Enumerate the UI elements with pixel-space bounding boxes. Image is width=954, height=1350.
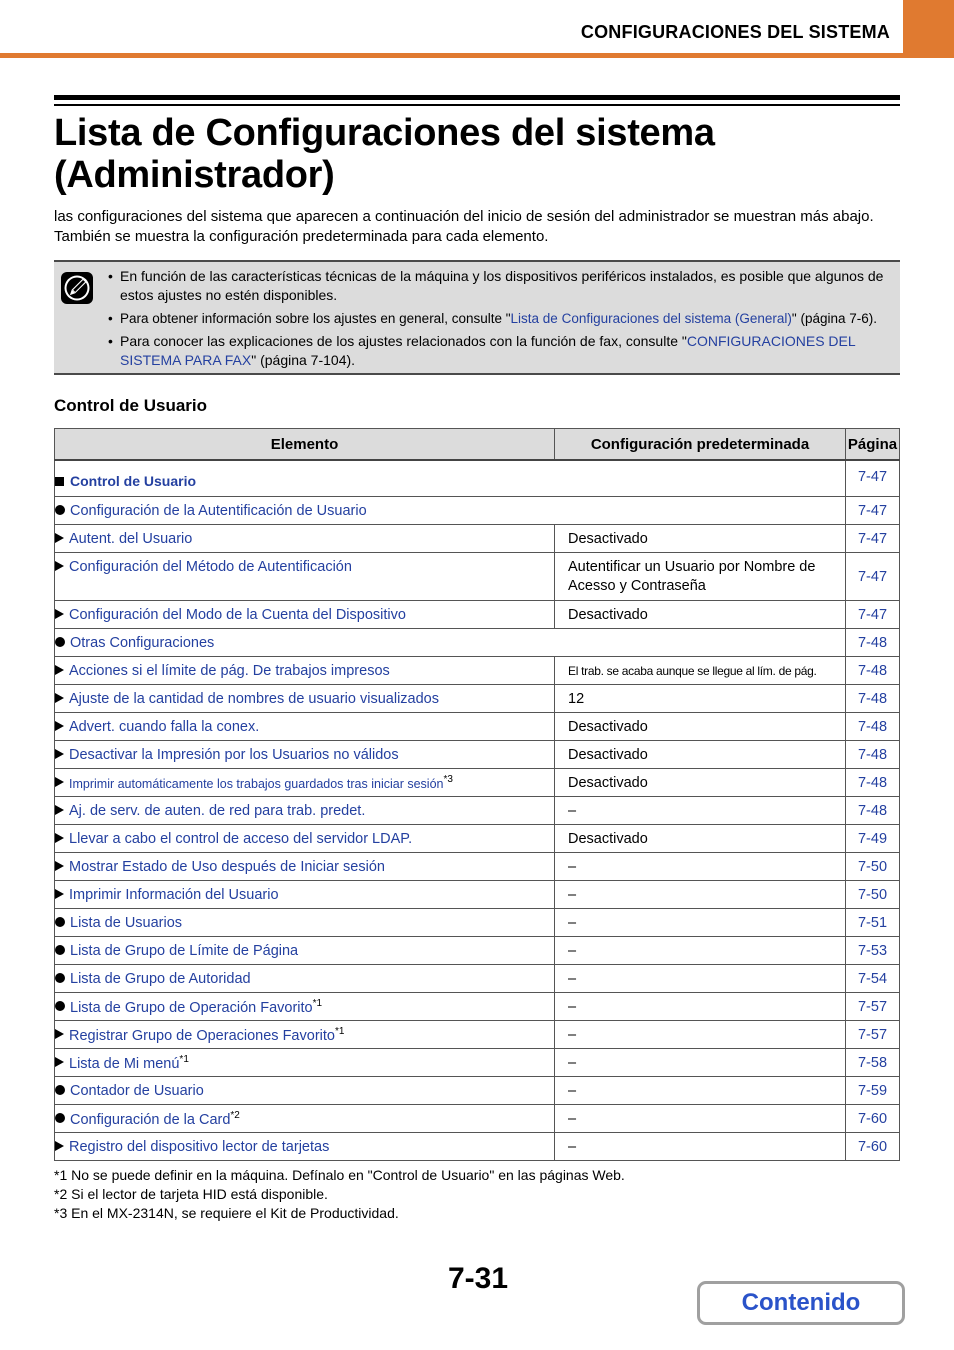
table-cell-item (55, 629, 846, 657)
row-link[interactable]: Configuración de la Autentificación de Usuario (70, 502, 367, 519)
table-cell-item (55, 1105, 555, 1133)
table-header-row (55, 429, 900, 461)
table-row (55, 825, 900, 853)
table-cell-item (55, 601, 555, 629)
note-list (108, 267, 888, 374)
table-cell-default: Autentificar un Usuario por Nombre de Acesso y Contraseña (555, 553, 846, 601)
row-link[interactable]: Imprimir automáticamente los trabajos guardados tras iniciar sesión (69, 776, 444, 791)
table-cell-default: – (555, 881, 846, 909)
row-link[interactable]: Control de Usuario (70, 472, 197, 489)
row-link[interactable]: Lista de Mi menú (69, 1055, 180, 1072)
page-link[interactable]: 7-47 (857, 606, 888, 623)
triangle-bullet-icon (55, 889, 64, 899)
row-link[interactable]: Lista de Grupo de Autoridad (70, 970, 251, 987)
table-cell-page (846, 460, 900, 497)
table-row (55, 1021, 900, 1049)
note-item: • Para obtener información sobre los ajustes en general, consulte "Lista de Configuraciones del sistema (General)" (página 7-6). (108, 311, 878, 326)
triangle-bullet-icon (55, 1029, 64, 1039)
table-cell-page (846, 657, 900, 685)
page-link[interactable]: 7-48 (857, 662, 888, 679)
note-box (54, 260, 900, 375)
footnote-mark: *2 (230, 1109, 240, 1121)
fax-settings-link[interactable]: CONFIGURACIONES DEL SISTEMA PARA FAX (120, 333, 856, 368)
table-cell-item (55, 713, 555, 741)
triangle-bullet-icon (55, 777, 64, 787)
table-cell-page (846, 853, 900, 881)
circle-bullet-icon (55, 917, 65, 927)
page-link[interactable]: 7-49 (857, 830, 888, 847)
table-cell-default: Desactivado (555, 769, 846, 797)
page-link[interactable]: 7-58 (857, 1054, 888, 1071)
contents-button[interactable]: Contenido (697, 1281, 905, 1325)
page-link[interactable]: 7-59 (857, 1082, 888, 1099)
triangle-bullet-icon (55, 533, 64, 543)
title-rule-thick (54, 95, 900, 100)
table-cell-page (846, 553, 900, 601)
table-cell-page (846, 1049, 900, 1077)
footnote: *1 No se puede definir en la máquina. Defínalo en "Control de Usuario" en las páginas Web. (54, 1167, 625, 1183)
row-link[interactable]: Configuración del Método de Autentificación (69, 559, 352, 575)
table-row (55, 497, 900, 525)
table-cell-page (846, 685, 900, 713)
table-cell-page (846, 1077, 900, 1105)
table-cell-page (846, 713, 900, 741)
page-link[interactable]: 7-47 (857, 469, 888, 485)
note-pencil-icon (60, 271, 94, 305)
table-cell-item (55, 1133, 555, 1161)
page-title (54, 112, 715, 196)
table-row (55, 685, 900, 713)
table-row (55, 909, 900, 937)
page-link[interactable]: 7-51 (857, 914, 888, 931)
footnotes (54, 1166, 625, 1223)
table-cell-page (846, 1021, 900, 1049)
table-cell-item (55, 909, 555, 937)
table-cell-default: Desactivado (555, 601, 846, 629)
table-cell-page (846, 601, 900, 629)
table-cell-page (846, 769, 900, 797)
page-link[interactable]: 7-47 (857, 502, 888, 519)
footnote-mark: *1 (312, 997, 323, 1009)
row-link[interactable]: Registrar Grupo de Operaciones Favorito (69, 1027, 335, 1044)
page-link[interactable]: 7-57 (857, 1026, 888, 1043)
table-cell-default: – (555, 853, 846, 881)
table-cell-item (55, 797, 555, 825)
table-cell-item (55, 825, 555, 853)
table-row (55, 525, 900, 553)
header-accent-line (0, 53, 954, 58)
table-row (55, 657, 900, 685)
row-link[interactable]: Aj. de serv. de auten. de red para trab. predet. (69, 802, 366, 819)
row-link[interactable]: Ajuste de la cantidad de nombres de usuario visualizados (69, 690, 439, 707)
table-cell-page (846, 1133, 900, 1161)
table-row (55, 797, 900, 825)
table-cell-default: Desactivado (555, 741, 846, 769)
table-cell-default: El trab. se acaba aunque se llegue al lím. de pág. (555, 657, 846, 685)
page-link[interactable]: 7-48 (857, 802, 888, 819)
title-rule-thin (54, 104, 900, 106)
circle-bullet-icon (55, 1085, 65, 1095)
table-cell-page (846, 937, 900, 965)
table-row (55, 601, 900, 629)
circle-bullet-icon (55, 1113, 65, 1123)
note-item: • Para conocer las explicaciones de los ajustes relacionados con la función de fax, consulte "CONFIGURACIONES DEL SISTEMA PARA FAX" (página 7-104). (108, 333, 856, 368)
table-row (55, 460, 900, 497)
page-link[interactable]: 7-47 (857, 530, 888, 547)
table-cell-item (55, 1021, 555, 1049)
square-bullet-icon (55, 477, 64, 486)
table-cell-page (846, 909, 900, 937)
table-cell-default: – (555, 965, 846, 993)
table-cell-item (55, 937, 555, 965)
row-link[interactable]: Contador de Usuario (70, 1082, 204, 1099)
page-link[interactable]: 7-50 (857, 858, 888, 875)
table-cell-default: – (555, 937, 846, 965)
table-cell-page (846, 741, 900, 769)
settings-table (54, 428, 900, 1161)
page-link[interactable]: 7-48 (857, 746, 888, 763)
table-cell-page (846, 993, 900, 1021)
table-cell-page (846, 965, 900, 993)
table-cell-item (55, 497, 846, 525)
footnote-mark: *3 (443, 773, 453, 785)
page-title-line1: Lista de Configuraciones del sistema (54, 112, 715, 154)
header-bar (0, 0, 954, 58)
row-link[interactable]: Configuración de la Card (70, 1111, 231, 1128)
table-row (55, 1105, 900, 1133)
table-cell-item (55, 460, 846, 497)
row-link[interactable]: Acciones si el límite de pág. De trabajos impresos (69, 662, 390, 679)
triangle-bullet-icon (55, 721, 64, 731)
table-cell-default: – (555, 1049, 846, 1077)
triangle-bullet-icon (55, 805, 64, 815)
table-row (55, 553, 900, 601)
row-link[interactable]: Desactivar la Impresión por los Usuarios no válidos (69, 746, 399, 763)
table-cell-item (55, 1049, 555, 1077)
page-link[interactable]: 7-57 (857, 998, 888, 1015)
row-link[interactable]: Mostrar Estado de Uso después de Iniciar sesión (69, 858, 385, 875)
triangle-bullet-icon (55, 1141, 64, 1151)
table-row (55, 937, 900, 965)
page-title-line2: (Administrador) (54, 154, 335, 196)
page-link[interactable]: 7-50 (857, 886, 888, 903)
intro-text: las configuraciones del sistema que aparecen a continuación del inicio de sesión del administrador se muestran más abajo. También se muestra la configuración predeterminada para cada elemento. (54, 208, 874, 245)
column-header-default: Configuración predeterminada (555, 429, 846, 461)
page-link[interactable]: 7-53 (857, 942, 888, 959)
row-link[interactable]: Registro del dispositivo lector de tarjetas (69, 1138, 330, 1155)
table-cell-default: 12 (555, 685, 846, 713)
page-link[interactable]: 7-54 (857, 970, 888, 987)
table-cell-item (55, 993, 555, 1021)
table-cell-page (846, 797, 900, 825)
triangle-bullet-icon (55, 609, 64, 619)
table-cell-default: – (555, 1105, 846, 1133)
triangle-bullet-icon (55, 833, 64, 843)
table-cell-default: – (555, 1021, 846, 1049)
page-link[interactable]: 7-47 (857, 568, 888, 585)
table-row (55, 1077, 900, 1105)
triangle-bullet-icon (55, 693, 64, 703)
table-row (55, 769, 900, 797)
table-cell-item (55, 881, 555, 909)
row-link[interactable]: Lista de Grupo de Límite de Página (70, 942, 299, 959)
table-cell-page (846, 497, 900, 525)
table-cell-default: – (555, 1133, 846, 1161)
table-row (55, 713, 900, 741)
table-cell-default: – (555, 909, 846, 937)
row-link[interactable]: Imprimir Información del Usuario (69, 886, 279, 903)
circle-bullet-icon (55, 1001, 65, 1011)
table-cell-item (55, 769, 555, 797)
table-cell-item (55, 685, 555, 713)
table-cell-item (55, 553, 555, 601)
column-header-item: Elemento (55, 429, 555, 461)
table-row (55, 1049, 900, 1077)
table-row (55, 629, 900, 657)
circle-bullet-icon (55, 973, 65, 983)
table-cell-default: Desactivado (555, 525, 846, 553)
section-header: CONFIGURACIONES DEL SISTEMA (580, 22, 890, 42)
table-row (55, 741, 900, 769)
table-row (55, 853, 900, 881)
table-cell-item (55, 1077, 555, 1105)
row-link[interactable]: Configuración del Modo de la Cuenta del Dispositivo (69, 606, 406, 623)
page-number: 7-31 (448, 1262, 509, 1295)
table-cell-page (846, 525, 900, 553)
row-link[interactable]: Otras Configuraciones (70, 634, 215, 651)
table-cell-page (846, 881, 900, 909)
table-cell-item (55, 965, 555, 993)
footnote-mark: *1 (179, 1053, 189, 1065)
table-cell-page (846, 629, 900, 657)
table-cell-page (846, 1105, 900, 1133)
footnote-mark: *1 (334, 1025, 345, 1037)
table-cell-item (55, 525, 555, 553)
table-cell-item (55, 853, 555, 881)
table-row (55, 965, 900, 993)
table-cell-default: Desactivado (555, 713, 846, 741)
row-link[interactable]: Lista de Usuarios (70, 914, 183, 931)
header-accent-block (903, 0, 954, 53)
page-link[interactable]: 7-48 (857, 774, 888, 791)
triangle-bullet-icon (55, 861, 64, 871)
table-cell-default: – (555, 1077, 846, 1105)
table-cell-page (846, 825, 900, 853)
row-link[interactable]: Advert. cuando falla la conex. (69, 718, 260, 735)
triangle-bullet-icon (55, 1057, 64, 1067)
table-row (55, 1133, 900, 1161)
footnote: *3 En el MX-2314N, se requiere el Kit de Productividad. (54, 1205, 399, 1221)
circle-bullet-icon (55, 505, 65, 515)
circle-bullet-icon (55, 637, 65, 647)
general-settings-link[interactable]: Lista de Configuraciones del sistema (General) (510, 311, 792, 326)
note-item: • En función de las características técnicas de la máquina y los dispositivos periféricos instalados, es posible que algunos de estos ajustes no estén disponibles. (108, 268, 884, 303)
table-cell-default: – (555, 993, 846, 1021)
column-header-page: Página (846, 429, 900, 461)
section-title: Control de Usuario (54, 396, 208, 415)
row-link[interactable]: Autent. del Usuario (69, 530, 193, 547)
triangle-bullet-icon (55, 665, 64, 675)
page-link[interactable]: 7-48 (857, 634, 888, 651)
table-row (55, 881, 900, 909)
table-cell-default: Desactivado (555, 825, 846, 853)
table-cell-item (55, 741, 555, 769)
footnote: *2 Si el lector de tarjeta HID está disponible. (54, 1186, 328, 1202)
page-link[interactable]: 7-60 (857, 1138, 888, 1155)
circle-bullet-icon (55, 945, 65, 955)
row-link[interactable]: Lista de Grupo de Operación Favorito (70, 999, 313, 1016)
page-link[interactable]: 7-48 (857, 718, 888, 735)
row-link[interactable]: Llevar a cabo el control de acceso del servidor LDAP. (69, 830, 413, 847)
table-row (55, 993, 900, 1021)
triangle-bullet-icon (55, 561, 64, 571)
page-link[interactable]: 7-60 (857, 1110, 888, 1127)
table-cell-default: – (555, 797, 846, 825)
table-cell-item (55, 657, 555, 685)
triangle-bullet-icon (55, 749, 64, 759)
page-link[interactable]: 7-48 (857, 690, 888, 707)
